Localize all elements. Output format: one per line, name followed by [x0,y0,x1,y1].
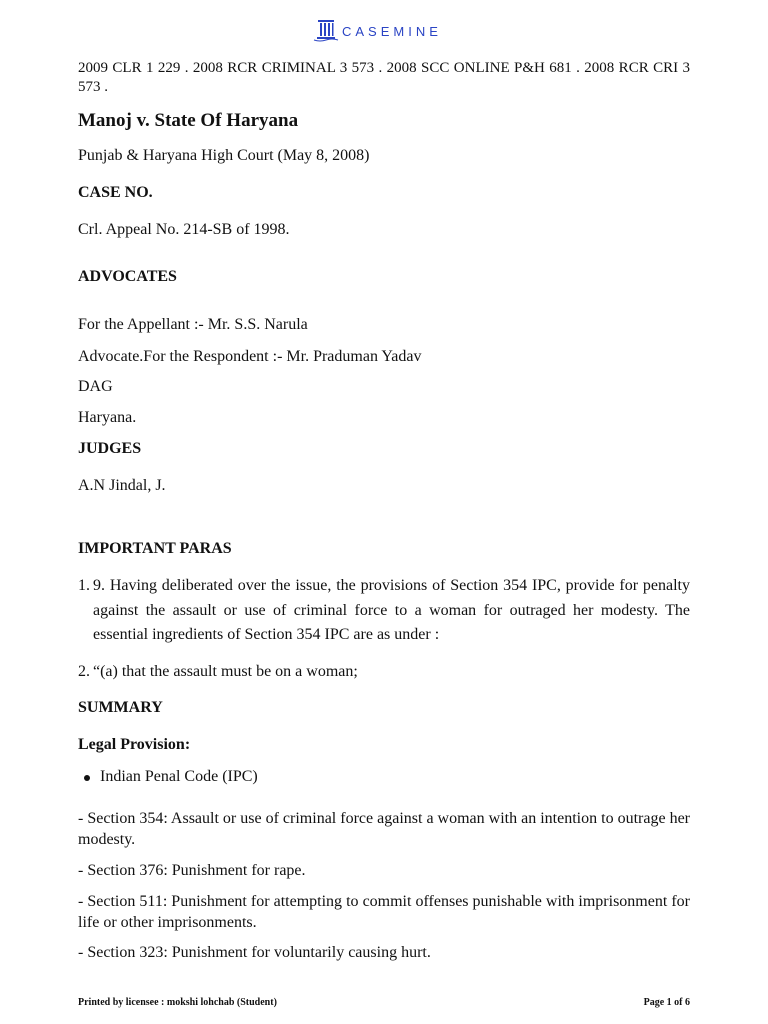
advocate-line: For the Appellant :- Mr. S.S. Narula [78,316,308,333]
court-date: Punjab & Haryana High Court (May 8, 2008) [78,147,370,164]
advocates-heading: ADVOCATES [78,268,177,285]
summary-heading: SUMMARY [78,699,163,716]
important-para [78,660,690,685]
section-entry: - Section 323: Punishment for voluntarily causing hurt. [78,944,431,961]
document-page [78,0,690,1024]
case-no-heading: CASE NO. [78,184,153,201]
para-number: 1. [78,577,90,594]
advocate-line: DAG [78,378,113,395]
bullet-item [78,768,258,786]
important-paras-heading: IMPORTANT PARAS [78,540,232,557]
section-entry: - Section 376: Punishment for rape. [78,862,306,879]
judges-value: A.N Jindal, J. [78,477,166,494]
section-entry: - Section 511: Punishment for attempting to commit offenses punishable with imprisonment for life or other imprisonments. [78,893,690,931]
page-number: Page 1 of 6 [643,997,690,1008]
para-number: 2. [78,663,90,680]
case-title: Manoj v. State Of Haryana [78,110,299,131]
advocate-line: Advocate.For the Respondent :- Mr. Praduman Yadav [78,348,422,365]
section-entry: - Section 354: Assault or use of criminal force against a woman with an intention to outrage her modesty. [78,810,690,848]
para-text: “(a) that the assault must be on a woman; [93,663,358,680]
important-para [78,574,690,648]
logo-text: CASEMINE [342,23,442,39]
case-no-value: Crl. Appeal No. 214-SB of 1998. [78,221,290,238]
advocate-line: Haryana. [78,409,137,426]
bullet-dot-icon [84,775,90,781]
bullet-text: Indian Penal Code (IPC) [100,768,258,785]
citations: 2009 CLR 1 229 . 2008 RCR CRIMINAL 3 573 . 2008 SCC ONLINE P&H 681 . 2008 RCR CRI 3 573 . [78,60,690,95]
para-text: 9. Having deliberated over the issue, the provisions of Section 354 IPC, provide for penalty against the assault or use of criminal force to a woman for outraged her modesty. The essential ingredients of Section 354 IPC are as under : [93,577,690,643]
legal-provision-heading: Legal Provision: [78,736,191,753]
printed-by: Printed by licensee : mokshi lohchab (Student) [78,997,277,1008]
judges-heading: JUDGES [78,440,142,457]
